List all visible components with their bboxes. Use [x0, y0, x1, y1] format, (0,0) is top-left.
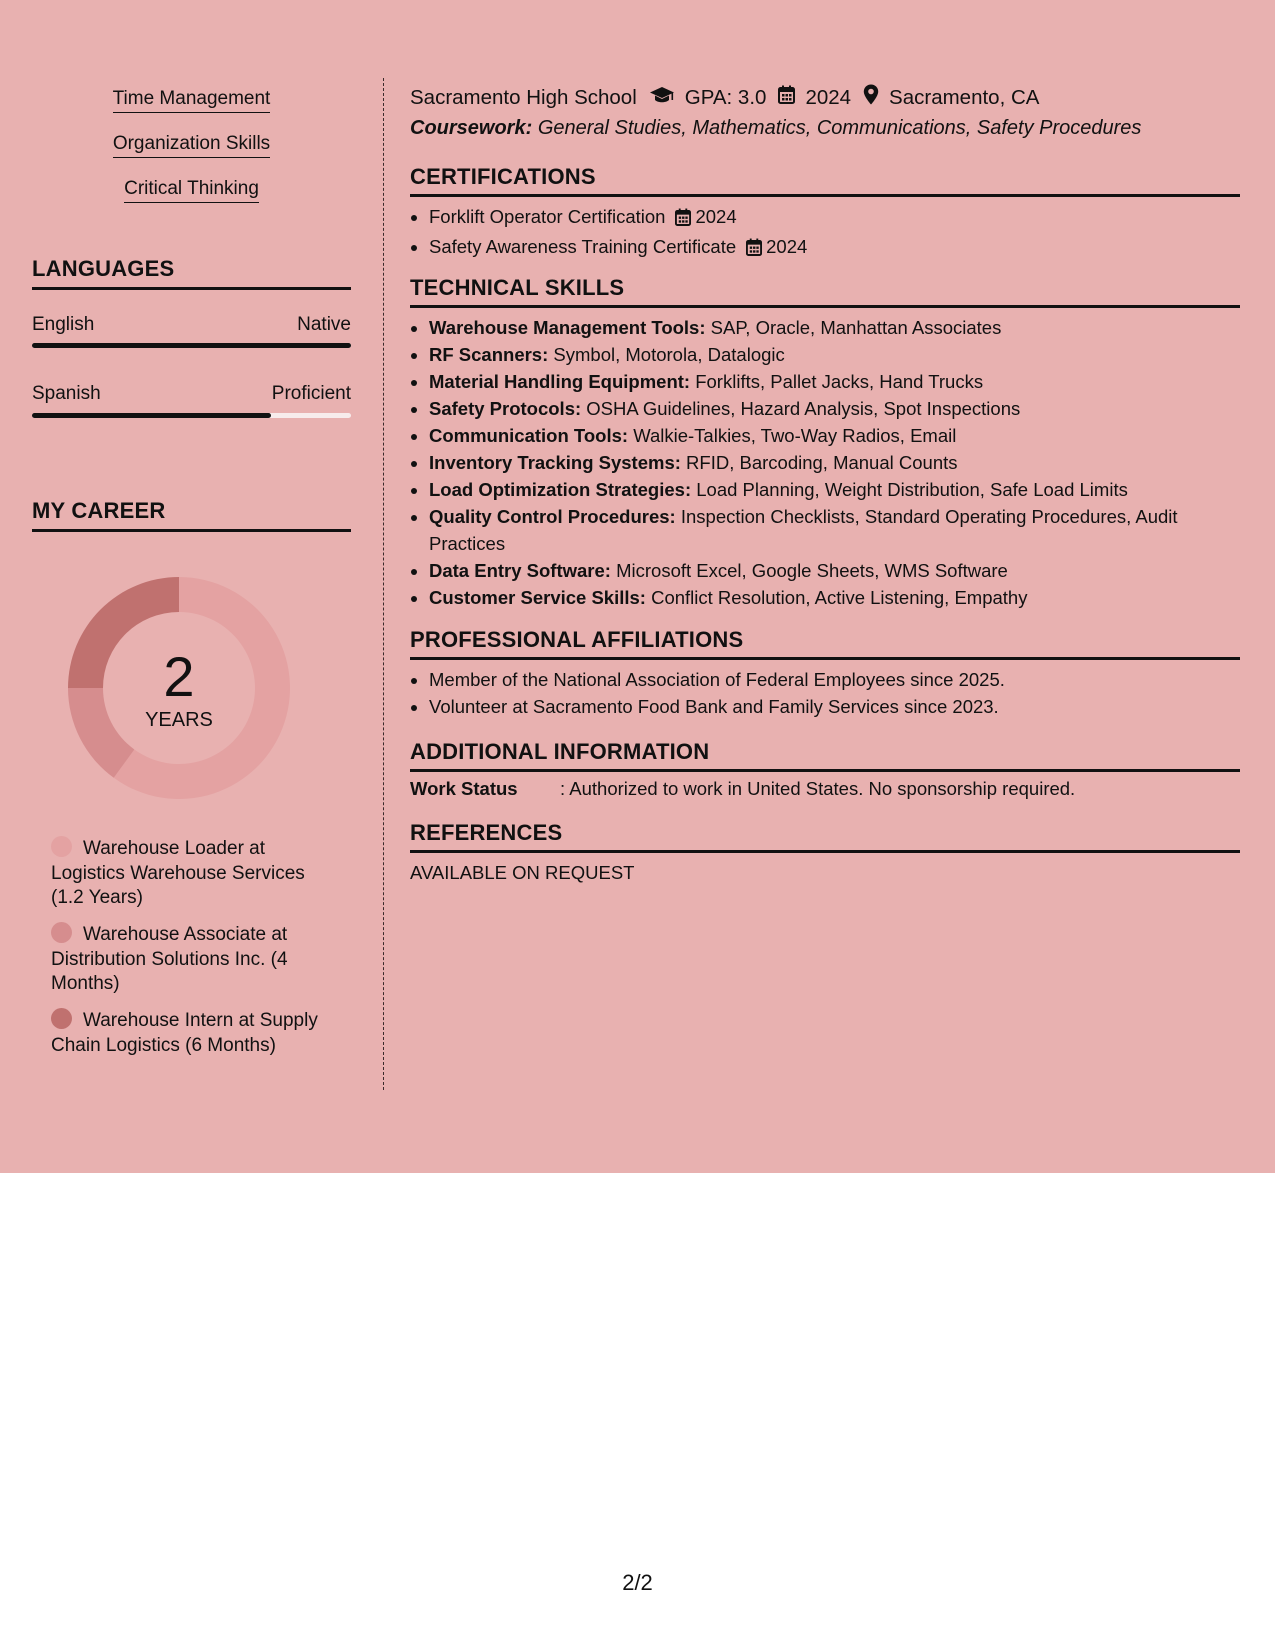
technical-skill-item — [429, 449, 1229, 476]
section-rule — [410, 850, 1240, 853]
skill-values: Forklifts, Pallet Jacks, Hand Trucks — [695, 371, 984, 392]
calendar-icon — [778, 85, 795, 110]
coursework — [410, 117, 1141, 140]
skill-category: RF Scanners: — [429, 344, 549, 365]
graduation-cap-icon — [649, 85, 675, 111]
affiliations-title: PROFESSIONAL AFFILIATIONS — [410, 627, 744, 652]
certification-item: • Safety Awareness Training Certificate 2024 — [429, 233, 1229, 263]
career-item: Warehouse Associate at Distribution Solutions Inc. (4 Months) — [51, 924, 288, 994]
skill-category: Customer Service Skills: — [429, 587, 646, 608]
skill-category: Inventory Tracking Systems: — [429, 452, 681, 473]
technical-skills-list — [410, 314, 1229, 611]
affiliation-item: • Volunteer at Sacramento Food Bank and Family Services since 2023. — [429, 693, 1229, 720]
technical-skill-item — [429, 422, 1229, 449]
languages-section — [32, 256, 351, 290]
technical-skill-item — [429, 584, 1229, 611]
career-section — [32, 498, 351, 532]
career-title: MY CAREER — [32, 498, 166, 523]
column-divider — [383, 78, 384, 1090]
skill-values: Load Planning, Weight Distribution, Safe Load Limits — [696, 479, 1128, 500]
career-item: Warehouse Intern at Supply Chain Logistics (6 Months) — [51, 1010, 318, 1056]
skill-values: Symbol, Motorola, Datalogic — [553, 344, 785, 365]
technical-skills-section — [410, 275, 1240, 308]
language-row — [32, 314, 351, 336]
skill-category: Material Handling Equipment: — [429, 371, 691, 392]
coursework-value: General Studies, Mathematics, Communications, Safety Procedures — [537, 117, 1142, 139]
skill-values: SAP, Oracle, Manhattan Associates — [710, 317, 1002, 338]
certifications-title: CERTIFICATIONS — [410, 164, 596, 189]
career-donut-chart — [66, 575, 292, 801]
skill-values: RFID, Barcoding, Manual Counts — [686, 452, 958, 473]
section-rule — [32, 287, 351, 290]
skill-category: Data Entry Software: — [429, 560, 611, 581]
career-years-label: YEARS — [145, 709, 213, 731]
coursework-label: Coursework: — [410, 117, 533, 139]
language-row — [32, 383, 351, 405]
work-status — [410, 778, 1075, 800]
technical-skill-item — [429, 395, 1229, 422]
certifications-section — [410, 164, 1240, 197]
language-name: Spanish — [32, 383, 101, 404]
skill-item: Organization Skills — [32, 133, 351, 158]
technical-skill-item — [429, 314, 1229, 341]
references-text: AVAILABLE ON REQUEST — [410, 862, 635, 883]
affiliation-item: • Member of the National Association of Federal Employees since 2025. — [429, 666, 1229, 693]
skill-category: Quality Control Procedures: — [429, 506, 676, 527]
graduation-year: 2024 — [805, 85, 852, 109]
career-total-years: 2 — [163, 645, 195, 708]
affiliations-section — [410, 627, 1240, 660]
technical-skill-item — [429, 341, 1229, 368]
location-pin-icon — [863, 84, 879, 111]
language-bar-fill — [32, 343, 351, 348]
school-location: Sacramento, CA — [889, 85, 1040, 109]
section-rule — [410, 305, 1240, 308]
legend-dot — [51, 1008, 72, 1029]
skill-category: Warehouse Management Tools: — [429, 317, 706, 338]
skill-values: Walkie-Talkies, Two-Way Radios, Email — [633, 425, 957, 446]
career-item: Warehouse Loader at Logistics Warehouse Services (1.2 Years) — [51, 838, 305, 908]
skill-category: Communication Tools: — [429, 425, 629, 446]
skill-item: Critical Thinking — [32, 178, 351, 203]
language-name: English — [32, 314, 95, 335]
section-rule — [410, 769, 1240, 772]
certifications-list — [410, 203, 1229, 263]
technical-skill-item — [429, 557, 1229, 584]
skill-values: Microsoft Excel, Google Sheets, WMS Software — [616, 560, 1008, 581]
language-level: Proficient — [271, 383, 351, 404]
technical-skill-item — [429, 503, 1229, 557]
affiliations-list — [410, 666, 1229, 720]
skill-values: Conflict Resolution, Active Listening, Empathy — [651, 587, 1028, 608]
section-rule — [32, 529, 351, 532]
school-name: Sacramento High School — [410, 85, 637, 109]
skill-category: Load Optimization Strategies: — [429, 479, 692, 500]
certification-item: • Forklift Operator Certification 2024 — [429, 203, 1229, 233]
section-rule — [410, 657, 1240, 660]
technical-skills-title: TECHNICAL SKILLS — [410, 275, 625, 300]
technical-skill-item — [429, 476, 1229, 503]
references-section — [410, 820, 1240, 853]
legend-dot — [51, 922, 72, 943]
skill-item: Time Management — [32, 88, 351, 113]
legend-dot — [51, 836, 72, 857]
gpa: GPA: 3.0 — [684, 85, 767, 109]
skill-values: Inspection Checklists, Standard Operating Procedures, Audit Practices — [429, 506, 1178, 554]
section-rule — [410, 194, 1240, 197]
calendar-icon — [746, 236, 762, 263]
additional-info-section — [410, 739, 1240, 772]
technical-skill-item — [429, 368, 1229, 395]
language-level: Native — [297, 314, 351, 335]
references-title: REFERENCES — [410, 820, 563, 845]
page-number: 2/2 — [622, 1570, 653, 1595]
education-line — [410, 84, 1039, 111]
language-bar-fill — [32, 413, 271, 418]
work-status-label: Work Status — [410, 778, 518, 799]
language-bar — [32, 343, 351, 348]
languages-title: LANGUAGES — [32, 256, 175, 281]
skill-category: Safety Protocols: — [429, 398, 582, 419]
additional-info-title: ADDITIONAL INFORMATION — [410, 739, 710, 764]
work-status-value: : Authorized to work in United States. No sponsorship required. — [560, 778, 1076, 799]
language-bar — [32, 413, 351, 418]
calendar-icon — [675, 206, 691, 233]
skill-values: OSHA Guidelines, Hazard Analysis, Spot Inspections — [586, 398, 1021, 419]
